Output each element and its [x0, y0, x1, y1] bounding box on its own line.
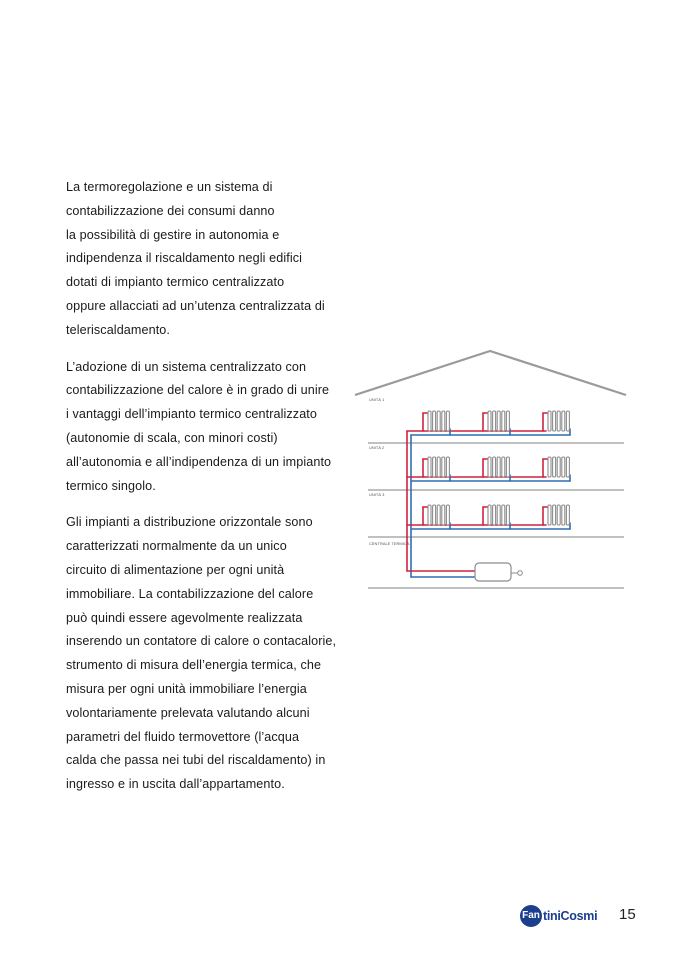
- radiator-fin: [428, 457, 431, 477]
- text-line: inserendo un contatore di calore o contacalorie,: [66, 634, 337, 649]
- text-line: parametri del fluido termovettore (l’acqua: [66, 729, 300, 744]
- text-line: oppure allacciati ad un’utenza centralizzata di: [66, 298, 325, 313]
- paragraph-1: [66, 176, 341, 343]
- radiator-fin: [502, 505, 505, 525]
- radiator: [548, 505, 569, 525]
- text-line: immobiliare. La contabilizzazione del calore: [66, 586, 314, 601]
- radiator-fin: [506, 505, 509, 525]
- radiator-fin: [566, 457, 569, 477]
- text-line: contabilizzazione del calore è in grado di unire: [66, 383, 330, 398]
- heating-distribution-diagram: [350, 345, 630, 595]
- radiator-fin: [497, 411, 500, 431]
- text-line: caratterizzati normalmente da un unico: [66, 539, 287, 554]
- text-line: all’autonomia e all’indipendenza di un impianto: [66, 454, 332, 469]
- radiator-fin: [442, 505, 445, 525]
- page-number: 15: [619, 906, 636, 923]
- radiator-fin: [506, 411, 509, 431]
- text-line: volontariamente prelevata valutando alcuni: [66, 705, 310, 720]
- text-line: calda che passa nei tubi del riscaldamento) in: [66, 753, 326, 768]
- text-line: termico singolo.: [66, 478, 156, 493]
- floor-label-3: UNITÀ 3: [369, 492, 385, 497]
- text-line: (autonomie di scala, con minori costi): [66, 430, 278, 445]
- text-line: strumento di misura dell’energia termica, che: [66, 658, 322, 673]
- radiator-fin: [428, 505, 431, 525]
- radiator-fin: [502, 411, 505, 431]
- radiator-fin: [562, 457, 565, 477]
- radiator-fin: [497, 505, 500, 525]
- text-line: i vantaggi dell’impianto termico centralizzato: [66, 407, 317, 422]
- radiator-fin: [433, 411, 436, 431]
- radiator: [488, 411, 509, 431]
- radiator-fin: [502, 457, 505, 477]
- logo-badge: Fan: [520, 905, 542, 927]
- text-line: indipendenza il riscaldamento negli edifici: [66, 251, 303, 266]
- text-line: può quindi essere agevolmente realizzata: [66, 610, 303, 625]
- text-line: La termoregolazione e un sistema di: [66, 180, 273, 194]
- text-line: la possibilità di gestire in autonomia e: [66, 227, 280, 242]
- floor-label-2: UNITÀ 2: [369, 445, 385, 450]
- radiator-fin: [506, 457, 509, 477]
- radiator-fin: [428, 411, 431, 431]
- radiator-fin: [488, 505, 491, 525]
- radiator: [428, 505, 449, 525]
- radiator-fin: [493, 505, 496, 525]
- radiator-fin: [548, 411, 551, 431]
- radiator-fin: [562, 411, 565, 431]
- radiator: [548, 457, 569, 477]
- boiler: [475, 563, 522, 581]
- radiator-fin: [548, 505, 551, 525]
- radiator: [428, 457, 449, 477]
- radiator-fin: [433, 505, 436, 525]
- text-line: circuito di alimentazione per ogni unità: [66, 562, 285, 577]
- pipe-network: [407, 413, 570, 577]
- floor-label-1: UNITÀ 1: [369, 397, 385, 402]
- radiator-fin: [548, 457, 551, 477]
- roof-outline: [355, 351, 626, 395]
- text-line: ingresso e in uscita dall’appartamento.: [66, 777, 285, 792]
- text-line: teleriscaldamento.: [66, 322, 171, 337]
- radiator-fin: [446, 411, 449, 431]
- radiator-fin: [497, 457, 500, 477]
- radiator-fin: [437, 457, 440, 477]
- radiator-fin: [437, 505, 440, 525]
- text-line: misura per ogni unità immobiliare l’energia: [66, 681, 307, 696]
- radiator: [428, 411, 449, 431]
- paragraph-2: [66, 356, 341, 499]
- radiator-fin: [553, 457, 556, 477]
- text-line: dotati di impianto termico centralizzato: [66, 275, 285, 290]
- radiator-fin: [446, 505, 449, 525]
- radiator-group: [428, 411, 569, 525]
- paragraph-3: [66, 511, 341, 797]
- radiator-fin: [553, 505, 556, 525]
- logo-wordmark: tiniCosmi: [543, 909, 598, 923]
- radiator: [488, 505, 509, 525]
- radiator-fin: [562, 505, 565, 525]
- radiator-fin: [557, 457, 560, 477]
- text-line: Gli impianti a distribuzione orizzontale sono: [66, 515, 313, 530]
- plant-room-label: CENTRALE TERMICA: [369, 541, 410, 546]
- radiator-fin: [488, 457, 491, 477]
- radiator-fin: [488, 411, 491, 431]
- radiator-fin: [442, 457, 445, 477]
- radiator-fin: [433, 457, 436, 477]
- radiator-fin: [557, 505, 560, 525]
- radiator-fin: [493, 457, 496, 477]
- radiator: [548, 411, 569, 431]
- radiator-fin: [442, 411, 445, 431]
- radiator-fin: [566, 505, 569, 525]
- text-line: L’adozione di un sistema centralizzato con: [66, 359, 307, 374]
- radiator-fin: [566, 411, 569, 431]
- radiator-fin: [553, 411, 556, 431]
- text-line: contabilizzazione dei consumi danno: [66, 203, 275, 218]
- radiator-fin: [437, 411, 440, 431]
- fantinicosmi-logo: [520, 904, 597, 928]
- radiator-fin: [493, 411, 496, 431]
- body-text: [66, 176, 341, 810]
- radiator: [488, 457, 509, 477]
- radiator-fin: [557, 411, 560, 431]
- radiator-fin: [446, 457, 449, 477]
